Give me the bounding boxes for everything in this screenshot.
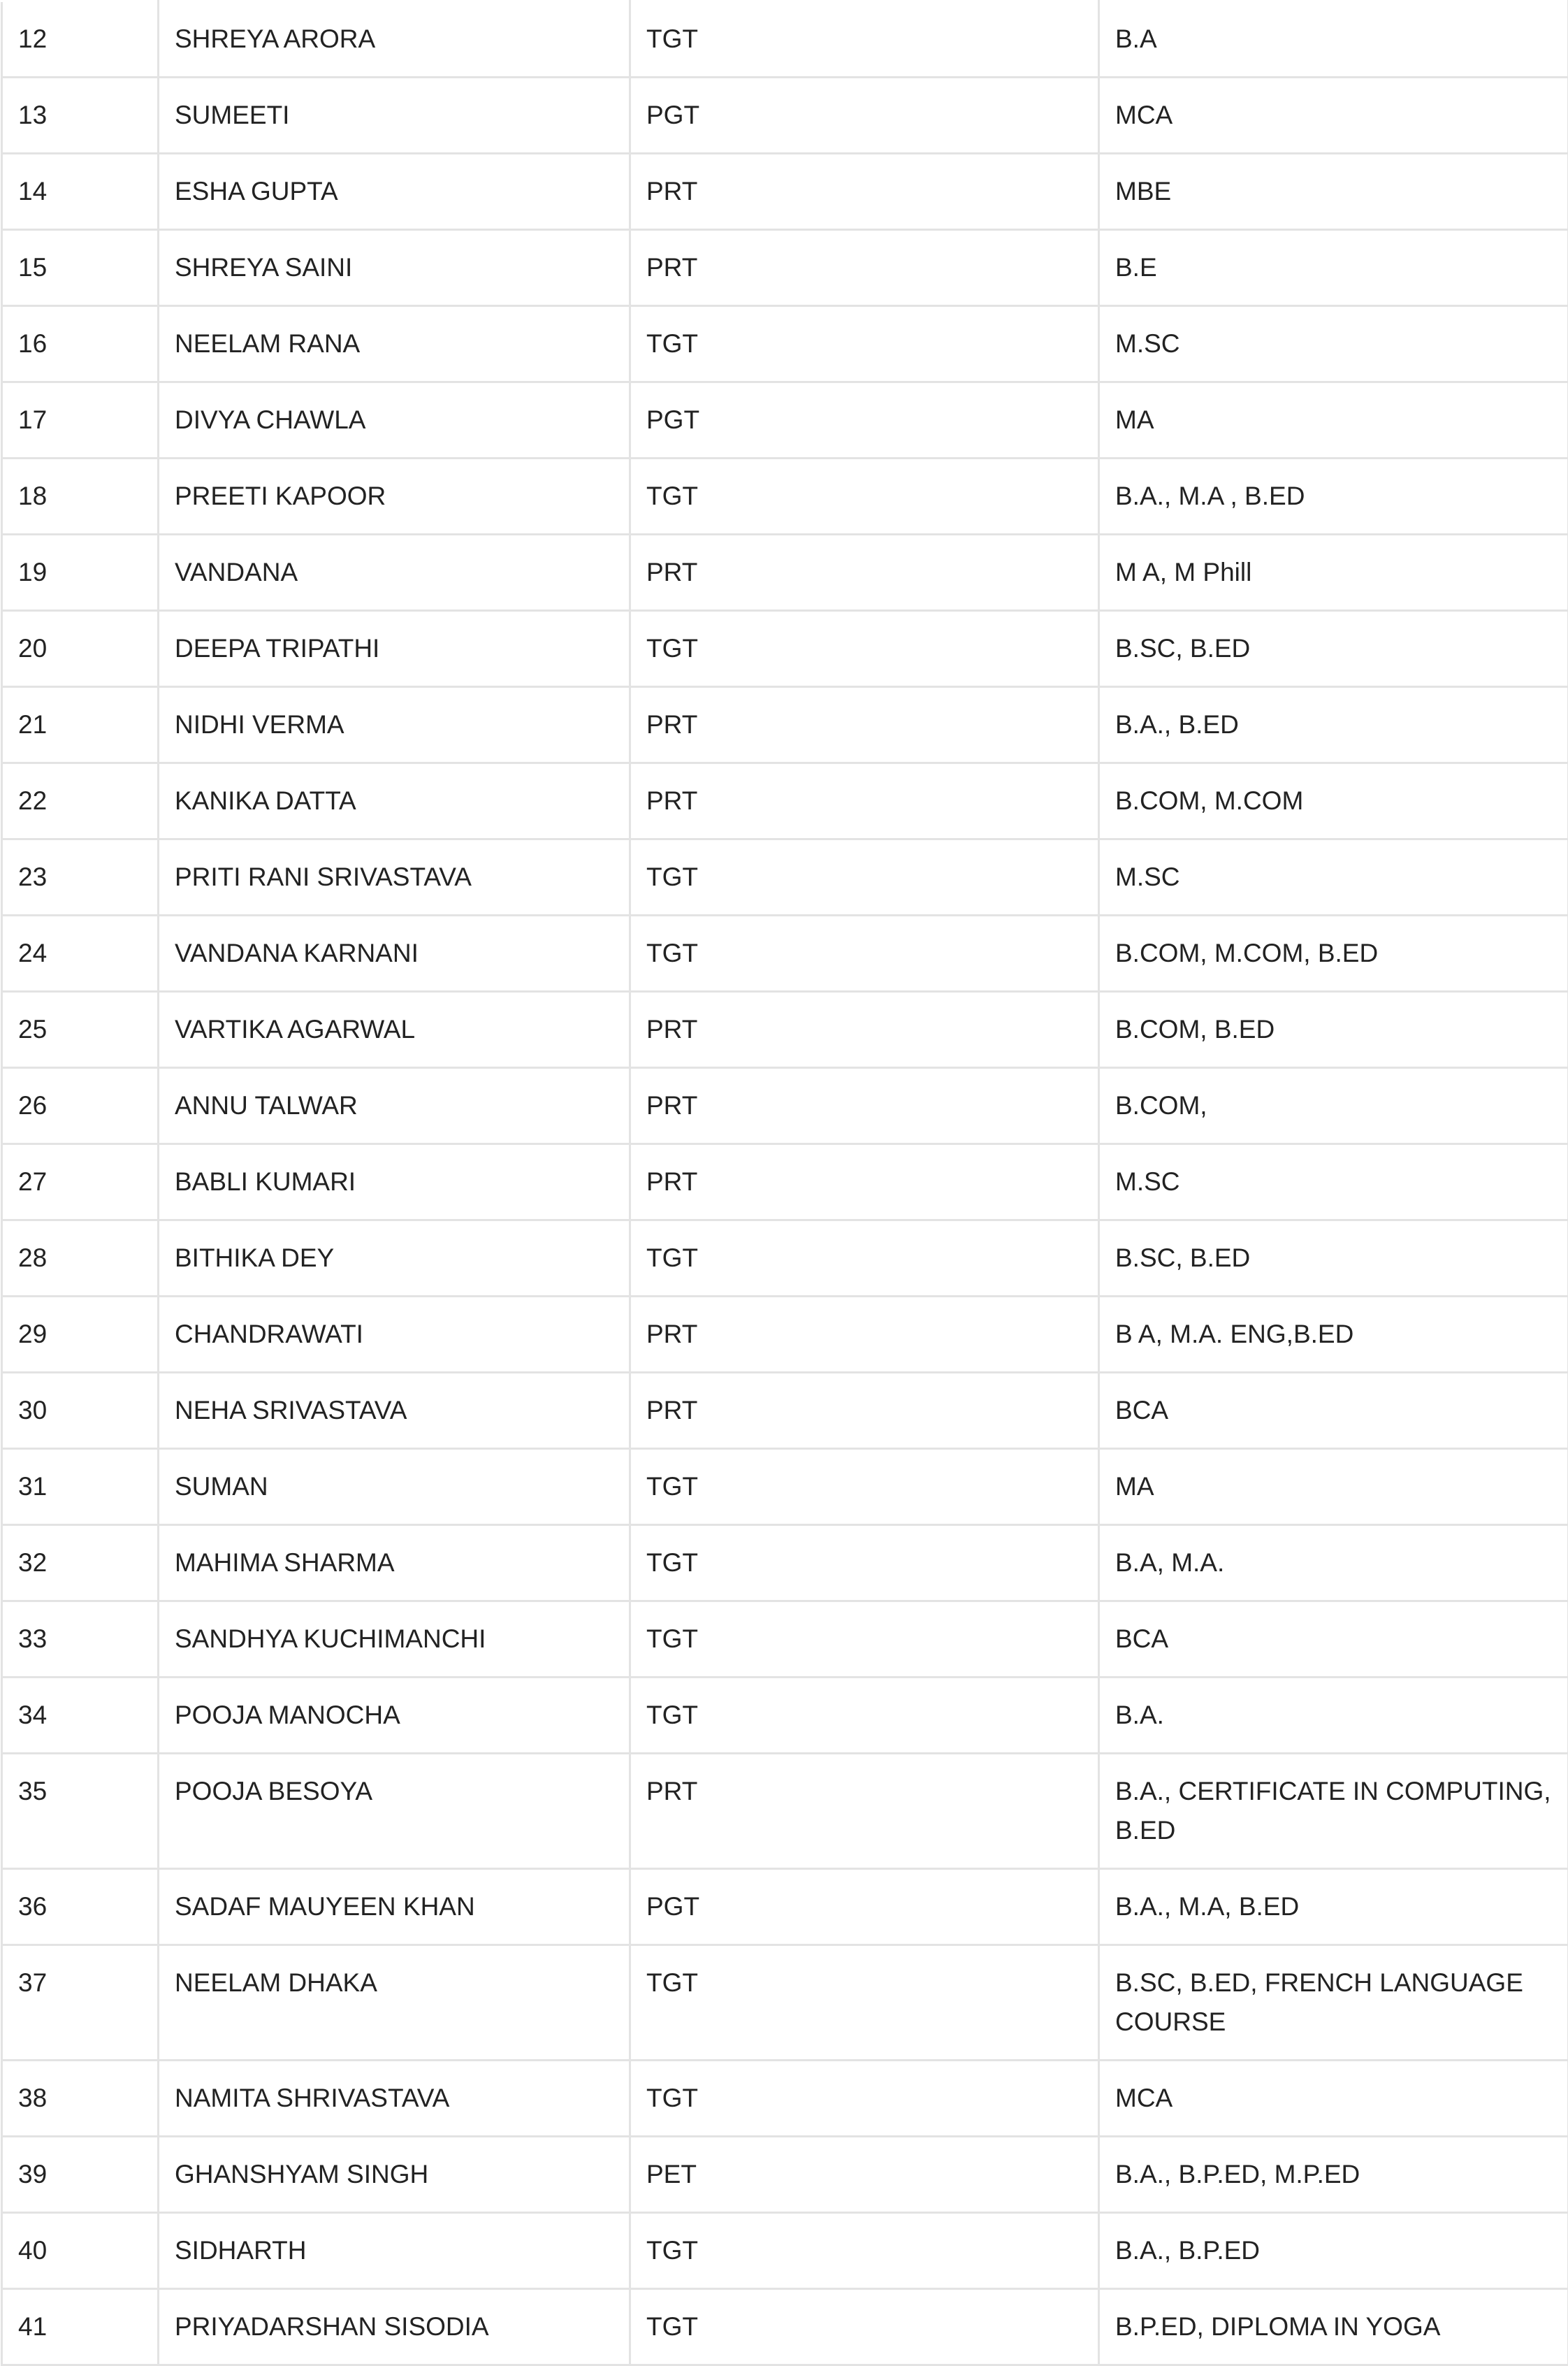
name-cell: SUMAN xyxy=(159,1449,630,1525)
qualification-cell: M A, M Phill xyxy=(1099,535,1568,611)
post-cell: PRT xyxy=(630,1297,1099,1373)
table-row xyxy=(2,230,1568,306)
table-row xyxy=(2,1144,1568,1220)
qualification-cell: B.COM, M.COM, B.ED xyxy=(1099,916,1568,992)
name-cell: DEEPA TRIPATHI xyxy=(159,611,630,687)
name-cell: SIDHARTH xyxy=(159,2213,630,2289)
name-cell: SHREYA ARORA xyxy=(159,1,630,78)
name-cell: GHANSHYAM SINGH xyxy=(159,2137,630,2213)
serial-number-cell: 23 xyxy=(2,839,159,916)
post-cell: PGT xyxy=(630,382,1099,459)
serial-number-cell: 30 xyxy=(2,1373,159,1449)
post-cell: TGT xyxy=(630,2061,1099,2137)
table-row xyxy=(2,1525,1568,1601)
serial-number-cell: 28 xyxy=(2,1220,159,1297)
post-cell: TGT xyxy=(630,839,1099,916)
post-cell: TGT xyxy=(630,2289,1099,2365)
qualification-cell: MCA xyxy=(1099,78,1568,154)
qualification-cell: B.SC, B.ED, FRENCH LANGUAGE COURSE xyxy=(1099,1945,1568,2061)
post-cell: TGT xyxy=(630,611,1099,687)
name-cell: ESHA GUPTA xyxy=(159,154,630,230)
serial-number-cell: 13 xyxy=(2,78,159,154)
name-cell: NEELAM DHAKA xyxy=(159,1945,630,2061)
serial-number-cell: 16 xyxy=(2,306,159,382)
name-cell: BABLI KUMARI xyxy=(159,1144,630,1220)
table-row xyxy=(2,2213,1568,2289)
table-body xyxy=(2,1,1568,2365)
qualification-cell: B.A, M.A. xyxy=(1099,1525,1568,1601)
serial-number-cell: 18 xyxy=(2,459,159,535)
table-row xyxy=(2,459,1568,535)
table-row xyxy=(2,2061,1568,2137)
serial-number-cell: 41 xyxy=(2,2289,159,2365)
serial-number-cell: 25 xyxy=(2,992,159,1068)
qualification-cell: B.COM, M.COM xyxy=(1099,763,1568,839)
serial-number-cell: 17 xyxy=(2,382,159,459)
name-cell: PRIYADARSHAN SISODIA xyxy=(159,2289,630,2365)
table-row xyxy=(2,611,1568,687)
post-cell: TGT xyxy=(630,1678,1099,1754)
post-cell: PRT xyxy=(630,154,1099,230)
serial-number-cell: 40 xyxy=(2,2213,159,2289)
qualification-cell: B.A., M.A , B.ED xyxy=(1099,459,1568,535)
name-cell: SHREYA SAINI xyxy=(159,230,630,306)
serial-number-cell: 21 xyxy=(2,687,159,763)
name-cell: BITHIKA DEY xyxy=(159,1220,630,1297)
serial-number-cell: 31 xyxy=(2,1449,159,1525)
serial-number-cell: 26 xyxy=(2,1068,159,1144)
table-row xyxy=(2,1945,1568,2061)
serial-number-cell: 12 xyxy=(2,1,159,78)
name-cell: MAHIMA SHARMA xyxy=(159,1525,630,1601)
table-row xyxy=(2,1,1568,78)
table-row xyxy=(2,763,1568,839)
serial-number-cell: 37 xyxy=(2,1945,159,2061)
qualification-cell: B.SC, B.ED xyxy=(1099,611,1568,687)
serial-number-cell: 36 xyxy=(2,1869,159,1945)
post-cell: TGT xyxy=(630,306,1099,382)
post-cell: TGT xyxy=(630,1449,1099,1525)
qualification-cell: BCA xyxy=(1099,1601,1568,1678)
qualification-cell: BCA xyxy=(1099,1373,1568,1449)
qualification-cell: B.A., B.P.ED xyxy=(1099,2213,1568,2289)
post-cell: PGT xyxy=(630,78,1099,154)
post-cell: TGT xyxy=(630,1525,1099,1601)
post-cell: PRT xyxy=(630,763,1099,839)
post-cell: TGT xyxy=(630,1601,1099,1678)
table-row xyxy=(2,1220,1568,1297)
post-cell: TGT xyxy=(630,916,1099,992)
qualification-cell: MA xyxy=(1099,1449,1568,1525)
post-cell: TGT xyxy=(630,1945,1099,2061)
table-row xyxy=(2,992,1568,1068)
serial-number-cell: 32 xyxy=(2,1525,159,1601)
table-row xyxy=(2,1373,1568,1449)
name-cell: NIDHI VERMA xyxy=(159,687,630,763)
serial-number-cell: 27 xyxy=(2,1144,159,1220)
table-row xyxy=(2,1754,1568,1869)
table-row xyxy=(2,839,1568,916)
qualification-cell: B.A. xyxy=(1099,1678,1568,1754)
qualification-cell: B.E xyxy=(1099,230,1568,306)
name-cell: NEELAM RANA xyxy=(159,306,630,382)
name-cell: NEHA SRIVASTAVA xyxy=(159,1373,630,1449)
name-cell: POOJA BESOYA xyxy=(159,1754,630,1869)
qualification-cell: B.A xyxy=(1099,1,1568,78)
post-cell: PRT xyxy=(630,1068,1099,1144)
name-cell: DIVYA CHAWLA xyxy=(159,382,630,459)
serial-number-cell: 22 xyxy=(2,763,159,839)
table-row xyxy=(2,1297,1568,1373)
qualification-cell: B.A., M.A, B.ED xyxy=(1099,1869,1568,1945)
qualification-cell: MBE xyxy=(1099,154,1568,230)
serial-number-cell: 15 xyxy=(2,230,159,306)
serial-number-cell: 33 xyxy=(2,1601,159,1678)
name-cell: SANDHYA KUCHIMANCHI xyxy=(159,1601,630,1678)
serial-number-cell: 39 xyxy=(2,2137,159,2213)
table-row xyxy=(2,1678,1568,1754)
name-cell: VARTIKA AGARWAL xyxy=(159,992,630,1068)
table-row xyxy=(2,1449,1568,1525)
serial-number-cell: 34 xyxy=(2,1678,159,1754)
post-cell: TGT xyxy=(630,1220,1099,1297)
qualification-cell: M.SC xyxy=(1099,1144,1568,1220)
name-cell: POOJA MANOCHA xyxy=(159,1678,630,1754)
post-cell: TGT xyxy=(630,1,1099,78)
qualification-cell: B.SC, B.ED xyxy=(1099,1220,1568,1297)
name-cell: SADAF MAUYEEN KHAN xyxy=(159,1869,630,1945)
qualification-cell: B.COM, xyxy=(1099,1068,1568,1144)
post-cell: PRT xyxy=(630,1373,1099,1449)
table-row xyxy=(2,78,1568,154)
qualification-cell: B.P.ED, DIPLOMA IN YOGA xyxy=(1099,2289,1568,2365)
name-cell: PRITI RANI SRIVASTAVA xyxy=(159,839,630,916)
qualification-cell: MA xyxy=(1099,382,1568,459)
post-cell: TGT xyxy=(630,2213,1099,2289)
qualification-cell: M.SC xyxy=(1099,839,1568,916)
post-cell: PET xyxy=(630,2137,1099,2213)
serial-number-cell: 38 xyxy=(2,2061,159,2137)
name-cell: CHANDRAWATI xyxy=(159,1297,630,1373)
post-cell: PRT xyxy=(630,1144,1099,1220)
name-cell: ANNU TALWAR xyxy=(159,1068,630,1144)
table-row xyxy=(2,916,1568,992)
table-row xyxy=(2,687,1568,763)
qualification-cell: B.A., B.P.ED, M.P.ED xyxy=(1099,2137,1568,2213)
serial-number-cell: 24 xyxy=(2,916,159,992)
post-cell: PRT xyxy=(630,1754,1099,1869)
post-cell: PRT xyxy=(630,687,1099,763)
qualification-cell: B.A., CERTIFICATE IN COMPUTING, B.ED xyxy=(1099,1754,1568,1869)
serial-number-cell: 19 xyxy=(2,535,159,611)
post-cell: PGT xyxy=(630,1869,1099,1945)
qualification-cell: MCA xyxy=(1099,2061,1568,2137)
qualification-cell: B.COM, B.ED xyxy=(1099,992,1568,1068)
qualification-cell: B A, M.A. ENG,B.ED xyxy=(1099,1297,1568,1373)
qualification-cell: M.SC xyxy=(1099,306,1568,382)
name-cell: SUMEETI xyxy=(159,78,630,154)
table-row xyxy=(2,2137,1568,2213)
staff-table xyxy=(1,0,1568,2366)
serial-number-cell: 35 xyxy=(2,1754,159,1869)
table-row xyxy=(2,306,1568,382)
serial-number-cell: 14 xyxy=(2,154,159,230)
qualification-cell: B.A., B.ED xyxy=(1099,687,1568,763)
post-cell: PRT xyxy=(630,230,1099,306)
serial-number-cell: 20 xyxy=(2,611,159,687)
table-row xyxy=(2,2289,1568,2365)
post-cell: TGT xyxy=(630,459,1099,535)
table-row xyxy=(2,1068,1568,1144)
table-row xyxy=(2,535,1568,611)
name-cell: VANDANA KARNANI xyxy=(159,916,630,992)
name-cell: KANIKA DATTA xyxy=(159,763,630,839)
post-cell: PRT xyxy=(630,992,1099,1068)
table-row xyxy=(2,1869,1568,1945)
table-row xyxy=(2,154,1568,230)
serial-number-cell: 29 xyxy=(2,1297,159,1373)
name-cell: VANDANA xyxy=(159,535,630,611)
table-row xyxy=(2,382,1568,459)
name-cell: NAMITA SHRIVASTAVA xyxy=(159,2061,630,2137)
post-cell: PRT xyxy=(630,535,1099,611)
name-cell: PREETI KAPOOR xyxy=(159,459,630,535)
table-row xyxy=(2,1601,1568,1678)
